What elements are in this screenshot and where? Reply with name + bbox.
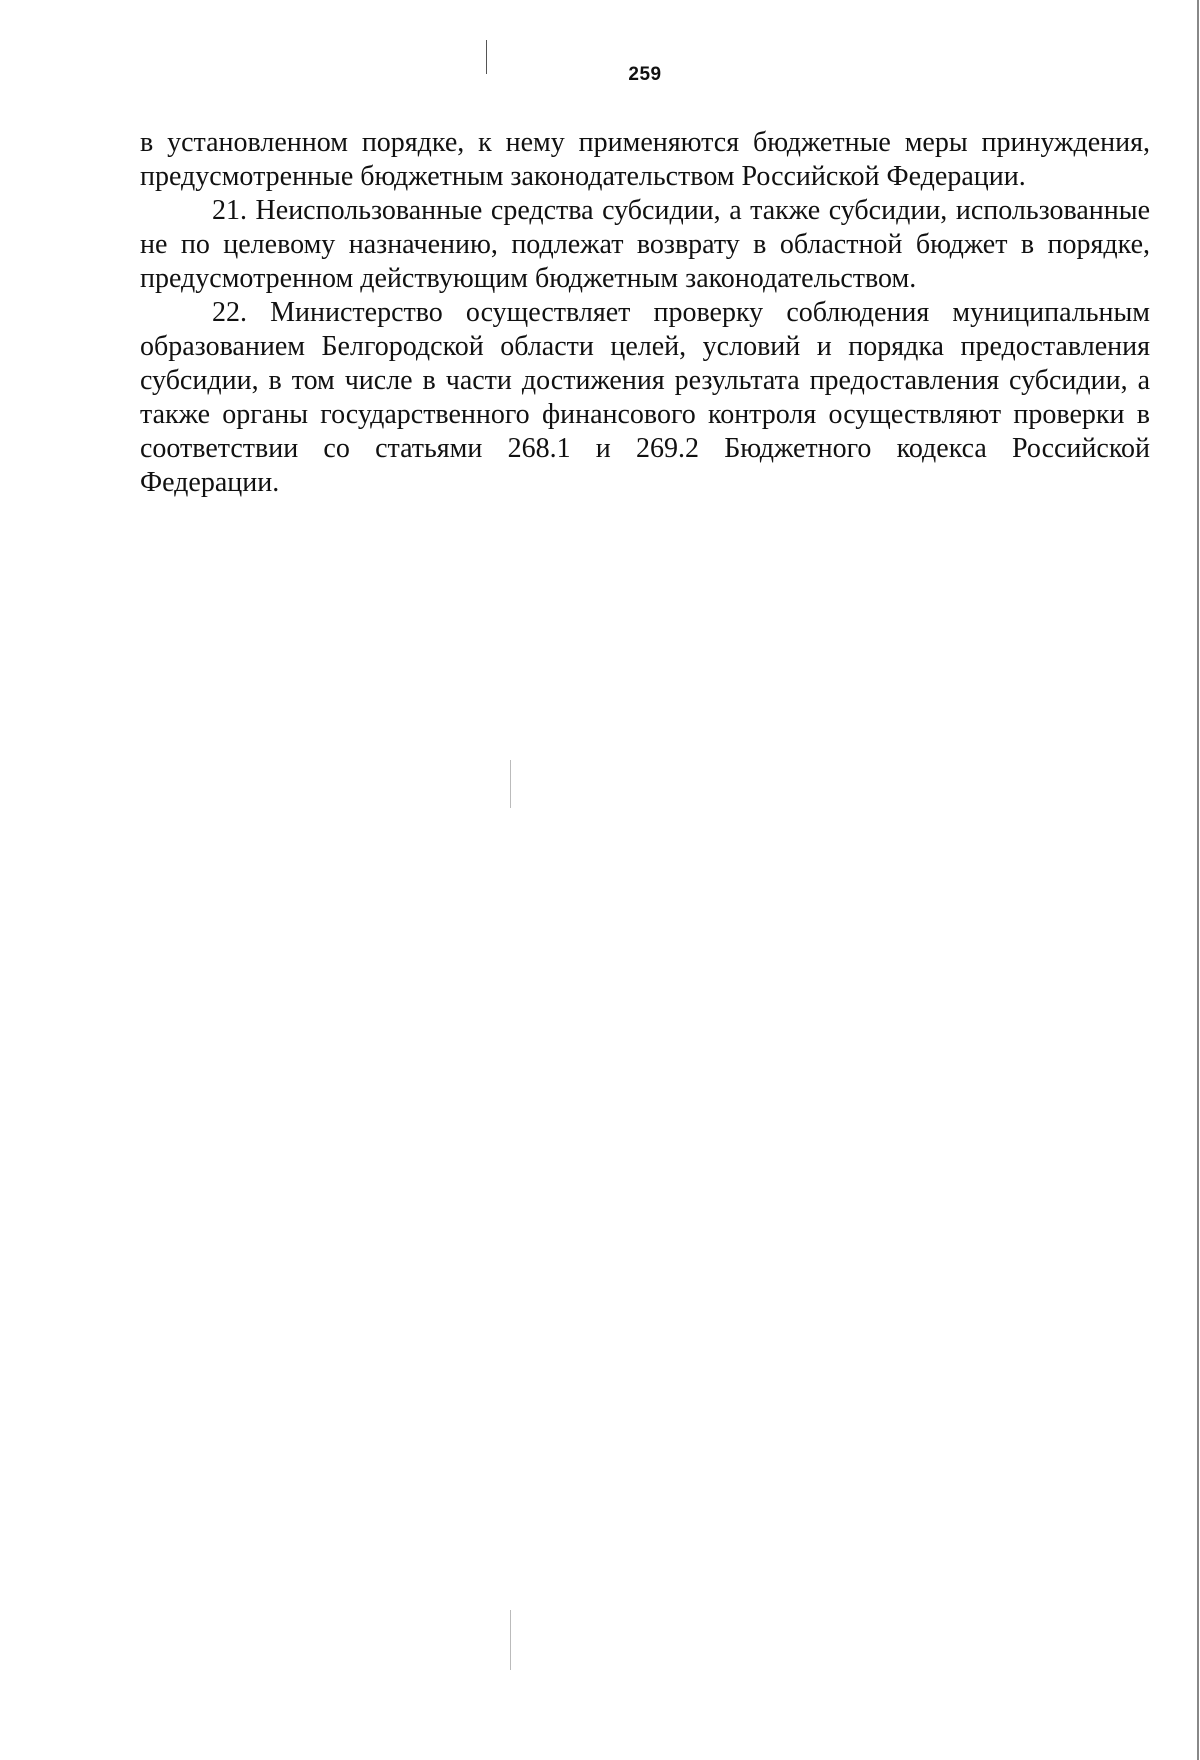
scan-mark <box>486 40 487 74</box>
scan-mark <box>510 760 511 808</box>
document-body <box>140 126 1150 500</box>
paragraph-21: 21. Неиспользованные средства субсидии, а также субсидии, использованные не по целевому назначению, подлежат возврату в областной бюджет в порядке, предусмотренном действующим бюджетным законодательством. <box>140 195 1150 294</box>
scan-mark <box>510 1610 511 1670</box>
paragraph-22: 22. Министерство осуществляет проверку соблюдения муниципальным образованием Белгородской области целей, условий и порядка предоставления субсидии, в том числе в части достижения результата предоставления субсидии, а также органы государственного финансового контроля осуществляют проверки в соответствии со статьями 268.1 и 269.2 Бюджетного кодекса Российской Федерации. <box>140 297 1150 498</box>
scan-mark <box>1197 0 1199 1760</box>
paragraph-continuation: в установленном порядке, к нему применяются бюджетные меры принуждения, предусмотренные бюджетным законодательством Российской Федерации. <box>140 127 1150 192</box>
page-number: 259 <box>628 64 662 85</box>
